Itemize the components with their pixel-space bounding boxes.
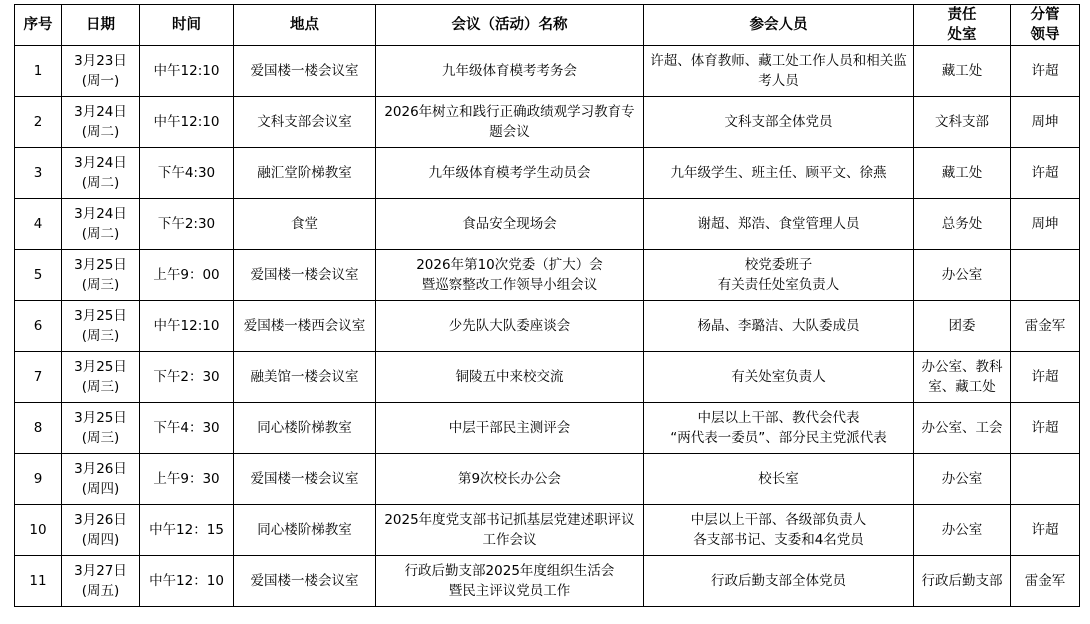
row-date-weekday: (周二) [81, 175, 120, 191]
row-name: 2026年树立和践行正确政绩观学习教育专题会议 [376, 97, 644, 148]
row-time: 中午12：15 [140, 505, 234, 556]
table-row [15, 556, 1080, 607]
row-attendees [644, 505, 914, 556]
table-row [15, 250, 1080, 301]
row-leader: 许超 [1011, 148, 1080, 199]
header-leader-line1: 分管 [1030, 7, 1060, 23]
row-date-weekday: (周三) [81, 328, 120, 344]
row-time: 中午12:10 [140, 301, 234, 352]
row-place: 爱国楼一楼会议室 [234, 250, 376, 301]
row-name: 第9次校长办公会 [376, 454, 644, 505]
row-no: 10 [15, 505, 62, 556]
row-date-day: 3月26日 [74, 461, 127, 477]
row-name: 九年级体育模考学生动员会 [376, 148, 644, 199]
row-name: 九年级体育模考考务会 [376, 46, 644, 97]
row-attendees: 行政后勤支部全体党员 [644, 556, 914, 607]
row-dept: 藏工处 [914, 46, 1011, 97]
row-place: 爱国楼一楼会议室 [234, 46, 376, 97]
header-dept [914, 5, 1011, 46]
table-row [15, 352, 1080, 403]
header-attendees: 参会人员 [644, 5, 914, 46]
row-attendees-line: 有关责任处室负责人 [717, 277, 840, 293]
row-date-weekday: (周三) [81, 430, 120, 446]
row-date [62, 199, 140, 250]
row-name-line: 暨民主评议党员工作 [448, 583, 571, 599]
row-dept: 文科支部 [914, 97, 1011, 148]
row-date-day: 3月24日 [74, 104, 127, 120]
row-date [62, 556, 140, 607]
row-dept: 藏工处 [914, 148, 1011, 199]
row-name: 少先队大队委座谈会 [376, 301, 644, 352]
row-date-weekday: (周五) [81, 583, 120, 599]
row-name-line: 2026年第10次党委（扩大）会 [416, 257, 603, 273]
table-row [15, 199, 1080, 250]
row-dept: 办公室 [914, 454, 1011, 505]
header-time: 时间 [140, 5, 234, 46]
row-attendees: 校长室 [644, 454, 914, 505]
row-no: 6 [15, 301, 62, 352]
row-attendees-line: 校党委班子 [744, 257, 813, 273]
row-date-weekday: (周三) [81, 277, 120, 293]
header-place: 地点 [234, 5, 376, 46]
row-leader: 许超 [1011, 505, 1080, 556]
row-place: 食堂 [234, 199, 376, 250]
row-time: 中午12:10 [140, 97, 234, 148]
row-date [62, 403, 140, 454]
table-row [15, 46, 1080, 97]
row-time: 下午4：30 [140, 403, 234, 454]
header-no: 序号 [15, 5, 62, 46]
row-place: 文科支部会议室 [234, 97, 376, 148]
table-row [15, 97, 1080, 148]
row-name: 2025年度党支部书记抓基层党建述职评议工作会议 [376, 505, 644, 556]
row-name [376, 250, 644, 301]
row-leader: 周坤 [1011, 199, 1080, 250]
row-date [62, 352, 140, 403]
row-date-weekday: (周二) [81, 124, 120, 140]
row-date [62, 301, 140, 352]
row-date-day: 3月24日 [74, 155, 127, 171]
table-row [15, 301, 1080, 352]
row-date-weekday: (周四) [81, 532, 120, 548]
table-row [15, 403, 1080, 454]
table-row [15, 148, 1080, 199]
row-date-day: 3月25日 [74, 410, 127, 426]
row-place: 爱国楼一楼会议室 [234, 454, 376, 505]
row-date [62, 454, 140, 505]
row-place: 爱国楼一楼会议室 [234, 556, 376, 607]
row-date-day: 3月27日 [74, 563, 127, 579]
header-leader [1011, 5, 1080, 46]
row-dept: 办公室 [914, 505, 1011, 556]
row-no: 9 [15, 454, 62, 505]
row-dept: 办公室 [914, 250, 1011, 301]
header-date: 日期 [62, 5, 140, 46]
row-date [62, 97, 140, 148]
header-dept-line2: 处室 [947, 27, 977, 43]
row-place: 同心楼阶梯教室 [234, 505, 376, 556]
row-attendees: 许超、体育教师、藏工处工作人员和相关监考人员 [644, 46, 914, 97]
row-leader: 周坤 [1011, 97, 1080, 148]
row-attendees: 谢超、郑浩、食堂管理人员 [644, 199, 914, 250]
row-name-line: 行政后勤支部2025年度组织生活会 [404, 563, 615, 579]
row-date-day: 3月25日 [74, 257, 127, 273]
row-attendees: 有关处室负责人 [644, 352, 914, 403]
row-place: 融汇堂阶梯教室 [234, 148, 376, 199]
row-name: 食品安全现场会 [376, 199, 644, 250]
row-attendees: 杨晶、李璐洁、大队委成员 [644, 301, 914, 352]
table-row [15, 505, 1080, 556]
row-time: 下午4:30 [140, 148, 234, 199]
row-attendees-line: 中层以上干部、各级部负责人 [690, 512, 867, 528]
row-no: 8 [15, 403, 62, 454]
row-no: 1 [15, 46, 62, 97]
row-attendees [644, 403, 914, 454]
row-no: 2 [15, 97, 62, 148]
row-date-weekday: (周三) [81, 379, 120, 395]
row-leader: 许超 [1011, 46, 1080, 97]
row-date-day: 3月25日 [74, 359, 127, 375]
row-dept: 办公室、工会 [914, 403, 1011, 454]
row-date [62, 46, 140, 97]
row-dept: 总务处 [914, 199, 1011, 250]
header-leader-line2: 领导 [1030, 27, 1060, 43]
row-name: 铜陵五中来校交流 [376, 352, 644, 403]
row-date-day: 3月24日 [74, 206, 127, 222]
row-date [62, 505, 140, 556]
row-no: 4 [15, 199, 62, 250]
row-leader: 许超 [1011, 403, 1080, 454]
header-name: 会议（活动）名称 [376, 5, 644, 46]
row-no: 7 [15, 352, 62, 403]
row-leader [1011, 454, 1080, 505]
row-dept: 办公室、教科室、藏工处 [914, 352, 1011, 403]
header-row [15, 5, 1080, 46]
row-date-day: 3月26日 [74, 512, 127, 528]
row-leader: 许超 [1011, 352, 1080, 403]
row-time: 上午9：30 [140, 454, 234, 505]
row-no: 3 [15, 148, 62, 199]
row-attendees: 文科支部全体党员 [644, 97, 914, 148]
row-place: 融美馆一楼会议室 [234, 352, 376, 403]
row-date-day: 3月25日 [74, 308, 127, 324]
row-attendees [644, 250, 914, 301]
row-time: 中午12:10 [140, 46, 234, 97]
row-time: 上午9：00 [140, 250, 234, 301]
row-time: 下午2:30 [140, 199, 234, 250]
row-time: 下午2：30 [140, 352, 234, 403]
row-date-day: 3月23日 [74, 53, 127, 69]
row-dept: 行政后勤支部 [914, 556, 1011, 607]
row-date-weekday: (周四) [81, 481, 120, 497]
schedule-body [15, 46, 1080, 607]
row-time: 中午12：10 [140, 556, 234, 607]
row-date-weekday: (周一) [81, 73, 120, 89]
row-leader: 雷金军 [1011, 556, 1080, 607]
row-date [62, 148, 140, 199]
row-no: 11 [15, 556, 62, 607]
row-attendees: 九年级学生、班主任、顾平文、徐燕 [644, 148, 914, 199]
schedule-table [14, 4, 1080, 607]
row-dept: 团委 [914, 301, 1011, 352]
row-name-line: 暨巡察整改工作领导小组会议 [421, 277, 598, 293]
row-name [376, 556, 644, 607]
row-attendees-line: “两代表一委员”、部分民主党派代表 [670, 430, 887, 446]
row-leader [1011, 250, 1080, 301]
row-no: 5 [15, 250, 62, 301]
row-name: 中层干部民主测评会 [376, 403, 644, 454]
row-place: 爱国楼一楼西会议室 [234, 301, 376, 352]
row-date [62, 250, 140, 301]
table-row [15, 454, 1080, 505]
row-leader: 雷金军 [1011, 301, 1080, 352]
row-place: 同心楼阶梯教室 [234, 403, 376, 454]
row-date-weekday: (周二) [81, 226, 120, 242]
row-attendees-line: 各支部书记、支委和4名党员 [693, 532, 864, 548]
row-attendees-line: 中层以上干部、教代会代表 [697, 410, 860, 426]
header-dept-line1: 责任 [947, 7, 977, 23]
